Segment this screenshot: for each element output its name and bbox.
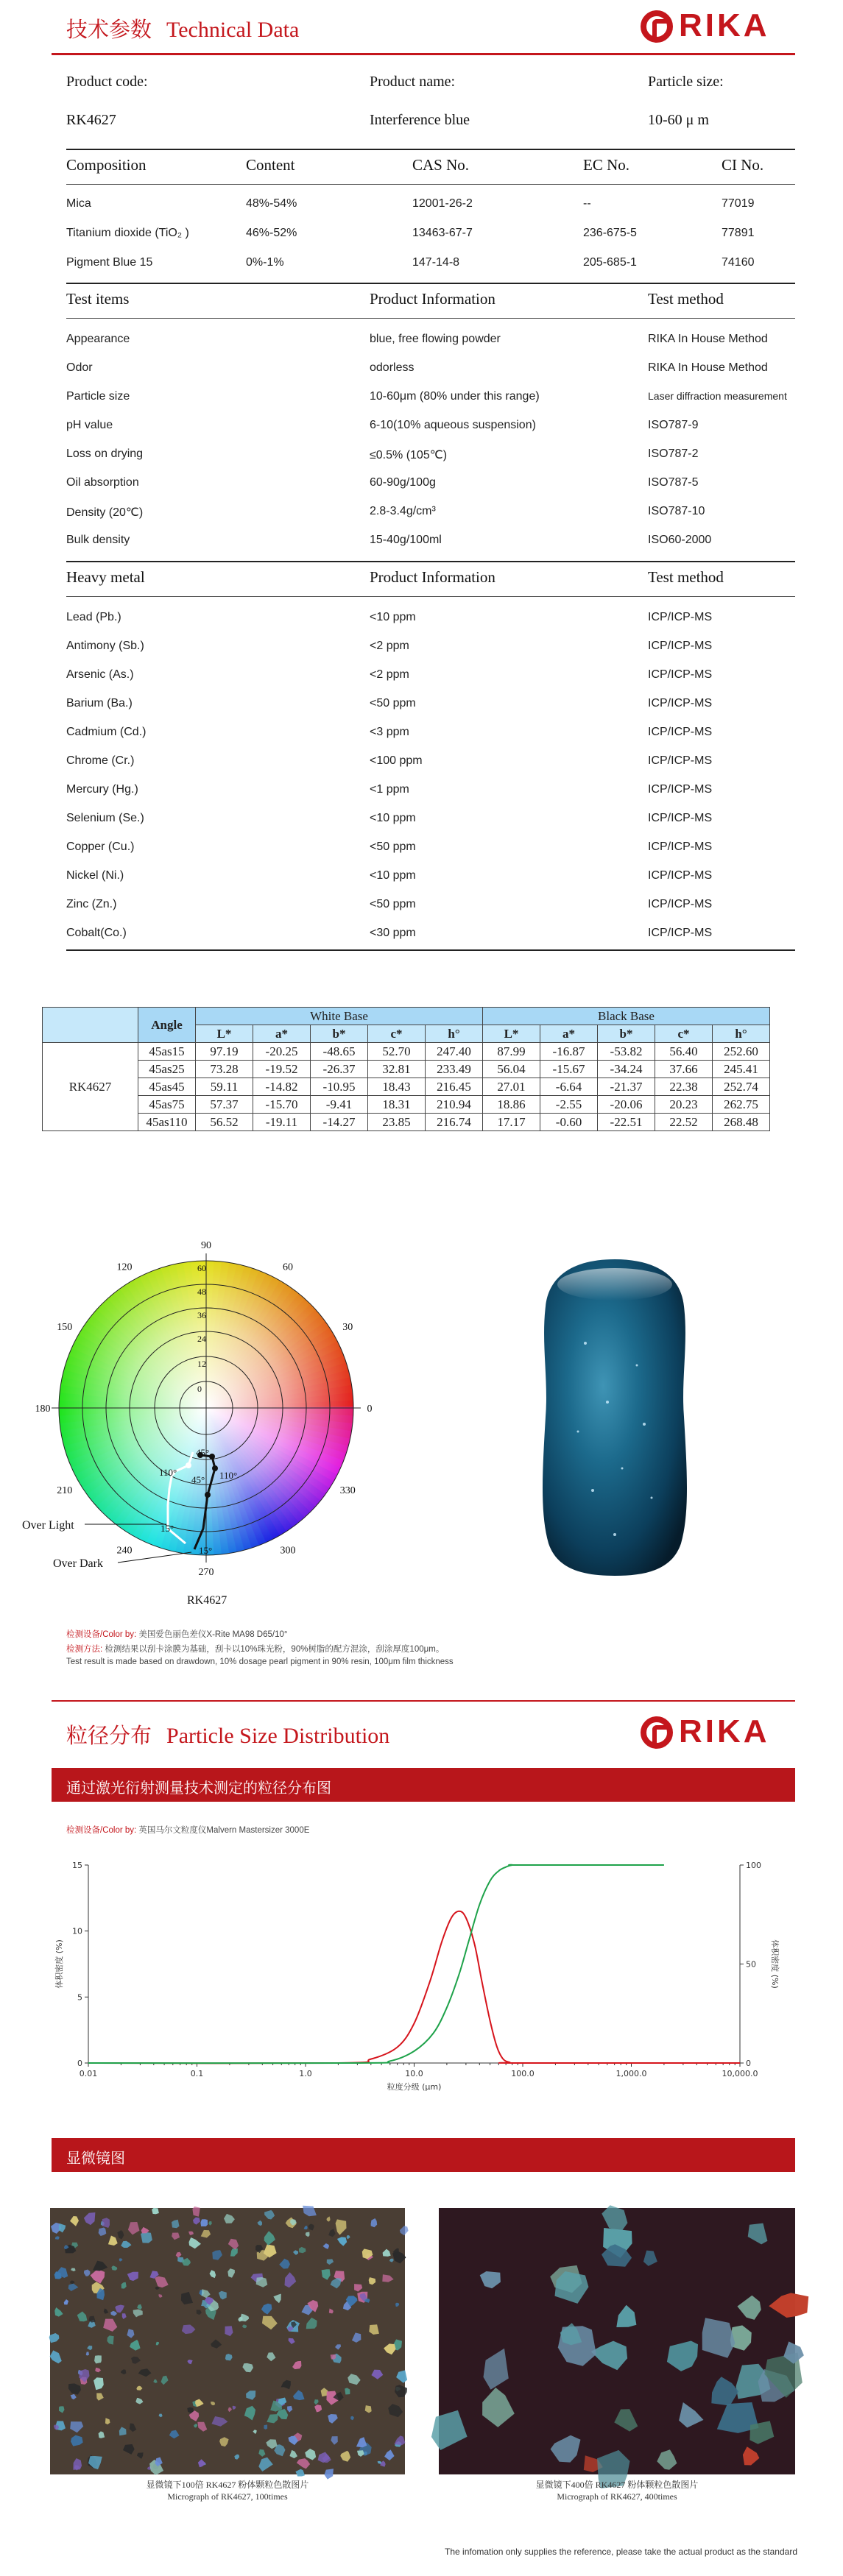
value-cell: 22.38	[655, 1078, 713, 1096]
mark-label: 45°	[191, 1474, 205, 1485]
product-cell: RK4627	[43, 1043, 138, 1131]
column-header: a*	[253, 1025, 311, 1043]
column-header: h°	[426, 1025, 483, 1043]
composition-cell: 12001-26-2	[412, 197, 473, 210]
mark-label: 15°	[199, 1545, 213, 1556]
value-cell: -53.82	[598, 1043, 655, 1061]
value-cell: -19.52	[253, 1061, 311, 1078]
header-divider	[52, 53, 795, 55]
rika-logo-word: RIKA	[679, 1713, 770, 1749]
metal-cell: <2 ppm	[370, 668, 409, 681]
composition-cell: 77019	[722, 197, 755, 210]
value-cell: 245.41	[713, 1061, 770, 1078]
value-cell: 27.01	[483, 1078, 540, 1096]
composition-cell: 77891	[722, 227, 755, 239]
psd-device-note: 检测设备/Color by: 英国马尔文粒度仪Malvern Mastersizer 3000E	[66, 1826, 310, 1835]
x-axis-label: 粒度分级 (μm)	[387, 2082, 442, 2092]
column-header: L*	[483, 1025, 540, 1043]
angle-label: 150	[57, 1322, 73, 1333]
divider	[66, 949, 795, 951]
psd-title	[66, 1719, 389, 1749]
metal-cell: <10 ppm	[370, 611, 416, 623]
rika-logo-mark	[641, 10, 673, 43]
particle-size-chart	[44, 1847, 788, 2112]
wheel-grid	[52, 1253, 361, 1563]
over-light-label: Over Light	[22, 1519, 74, 1532]
test-cell: RIKA In House Method	[648, 361, 768, 374]
ring-label: 48	[197, 1287, 206, 1297]
cumulative-series-line	[88, 1865, 664, 2063]
bottle-highlight	[557, 1268, 672, 1301]
test-cell: Bulk density	[66, 534, 130, 546]
ring-label: 12	[197, 1359, 206, 1369]
test-cell: 60-90g/100g	[370, 476, 436, 489]
composition-cell: Titanium dioxide (TiO₂ )	[66, 227, 189, 239]
divider	[66, 283, 795, 284]
product-name-value: Interference blue	[370, 112, 470, 128]
composition-cell: 74160	[722, 256, 755, 269]
value-cell: 233.49	[426, 1061, 483, 1078]
metal-cell: Copper (Cu.)	[66, 841, 135, 853]
metal-cell: <50 ppm	[370, 841, 416, 853]
table-row	[43, 1078, 770, 1096]
y-tick-label: 10	[72, 1926, 82, 1936]
point-marker	[186, 1462, 191, 1468]
test-cell: 15-40g/100ml	[370, 534, 442, 546]
test-cell: ISO787-2	[648, 447, 699, 460]
micrograph-100x	[50, 2208, 405, 2474]
value-cell: 262.75	[713, 1096, 770, 1114]
flake	[94, 2355, 102, 2363]
divider	[66, 318, 795, 319]
psd-title-en: Particle Size Distribution	[166, 1724, 390, 1748]
value-cell: 22.52	[655, 1114, 713, 1131]
flake	[152, 2208, 159, 2215]
test-cell: Appearance	[66, 333, 130, 345]
color-note-line1: 检测设备/Color by: 美国爱色丽色差仪X-Rite MA98 D65/10°	[66, 1630, 288, 1639]
test-cell: Odor	[66, 361, 93, 374]
composition-cell: --	[583, 197, 591, 210]
value-cell: -22.51	[598, 1114, 655, 1131]
column-header: L*	[196, 1025, 253, 1043]
metal-cell: Chrome (Cr.)	[66, 754, 135, 767]
value-cell: -14.27	[311, 1114, 368, 1131]
angle-cell: 45as15	[138, 1043, 196, 1061]
mark-label: 45°	[196, 1447, 210, 1458]
ring-label: 36	[197, 1310, 206, 1320]
metal-cell: ICP/ICP-MS	[648, 754, 713, 767]
table-row	[43, 1043, 770, 1061]
test-cell: RIKA In House Method	[648, 333, 768, 345]
metal-cell: <30 ppm	[370, 927, 416, 939]
value-cell: -19.11	[253, 1114, 311, 1131]
test-cell: odorless	[370, 361, 415, 374]
composition-cell: 13463-67-7	[412, 227, 473, 239]
value-cell: 73.28	[196, 1061, 253, 1078]
value-cell: 247.40	[426, 1043, 483, 1061]
test-cell: ≤0.5% (105℃)	[370, 449, 448, 461]
metal-cell: ICP/ICP-MS	[648, 668, 713, 681]
composition-cell: Pigment Blue 15	[66, 256, 153, 269]
metal-cell: Arsenic (As.)	[66, 668, 134, 681]
black-base-header: Black Base	[483, 1008, 770, 1025]
column-header: h°	[713, 1025, 770, 1043]
divider	[66, 149, 795, 150]
divider	[66, 561, 795, 562]
value-cell: -6.64	[540, 1078, 598, 1096]
angle-label: 330	[339, 1485, 356, 1496]
flake	[200, 2219, 208, 2226]
metal-cell: Zinc (Zn.)	[66, 898, 117, 910]
comp-header-composition: Composition	[66, 156, 147, 174]
x-tick-label: 0.01	[79, 2069, 98, 2078]
chart-axes	[54, 1861, 780, 2092]
angle-label: 120	[116, 1262, 133, 1273]
metal-cell: Barium (Ba.)	[66, 697, 133, 710]
color-note-line3: Test result is made based on drawdown, 10% dosage pearl pigment in 90% resin, 100μm film thickness	[66, 1657, 454, 1666]
ring-label: 0	[197, 1384, 202, 1394]
metal-cell: Nickel (Ni.)	[66, 869, 124, 882]
metal-cell: Selenium (Se.)	[66, 812, 144, 824]
value-cell: 59.11	[196, 1078, 253, 1096]
micrograph-400x-caption: 显微镜下400倍 RK4627 粉体颗粒色散图片 Micrograph of RK4627, 400times	[535, 2480, 699, 2502]
metal-cell: ICP/ICP-MS	[648, 927, 713, 939]
metal-cell: <50 ppm	[370, 697, 416, 710]
value-cell: 216.45	[426, 1078, 483, 1096]
tests-header-items: Test items	[66, 290, 130, 308]
test-cell: blue, free flowing powder	[370, 333, 501, 345]
metal-cell: <50 ppm	[370, 898, 416, 910]
product-code-value: RK4627	[66, 112, 116, 128]
footer-disclaimer: The infomation only supplies the reference, please take the actual product as the standard	[445, 2547, 797, 2557]
y-axis-label-left: 体积密度 (%)	[54, 1939, 64, 1989]
product-code-label: Product code:	[66, 74, 148, 90]
value-cell: 56.04	[483, 1061, 540, 1078]
divider	[66, 184, 795, 185]
value-cell: 52.70	[368, 1043, 426, 1061]
title-cn: 技术参数	[66, 17, 152, 42]
value-cell: -21.37	[598, 1078, 655, 1096]
metal-cell: Lead (Pb.)	[66, 611, 121, 623]
metal-cell: <100 ppm	[370, 754, 423, 767]
test-cell: ISO60-2000	[648, 534, 712, 546]
value-cell: 97.19	[196, 1043, 253, 1061]
value-cell: 268.48	[713, 1114, 770, 1131]
value-cell: 87.99	[483, 1043, 540, 1061]
value-cell: -26.37	[311, 1061, 368, 1078]
color-data-table	[42, 1007, 770, 1131]
chart-series	[88, 1865, 740, 2064]
value-cell: -9.41	[311, 1096, 368, 1114]
x-tick-label: 10,000.0	[722, 2069, 758, 2078]
y-tick-label-right: 0	[746, 2059, 751, 2068]
comp-header-cas: CAS No.	[412, 156, 470, 174]
metal-cell: <3 ppm	[370, 726, 409, 738]
test-cell: ISO787-5	[648, 476, 699, 489]
psd-banner: 通过激光衍射测量技术测定的粒径分布图	[52, 1768, 795, 1802]
density-series-line	[88, 1911, 740, 2064]
metal-cell: ICP/ICP-MS	[648, 726, 713, 738]
value-cell: -15.67	[540, 1061, 598, 1078]
corner-cell	[43, 1008, 138, 1043]
sample-bottle	[543, 1259, 687, 1576]
y-tick-label: 0	[77, 2059, 82, 2068]
metal-cell: Antimony (Sb.)	[66, 640, 144, 652]
microscope-banner: 显微镜图	[52, 2138, 795, 2172]
angle-label: 60	[283, 1262, 293, 1273]
over-dark-label: Over Dark	[53, 1557, 103, 1570]
column-header: b*	[598, 1025, 655, 1043]
metal-cell: ICP/ICP-MS	[648, 898, 713, 910]
value-cell: -20.25	[253, 1043, 311, 1061]
table-row	[43, 1061, 770, 1078]
metal-cell: ICP/ICP-MS	[648, 869, 713, 882]
value-cell: 252.60	[713, 1043, 770, 1061]
value-cell: -16.87	[540, 1043, 598, 1061]
value-cell: 252.74	[713, 1078, 770, 1096]
angle-label: 270	[198, 1567, 214, 1578]
test-cell: 2.8-3.4g/cm³	[370, 505, 436, 517]
column-header: c*	[655, 1025, 713, 1043]
value-cell: -10.95	[311, 1078, 368, 1096]
composition-cell: 236-675-5	[583, 227, 637, 239]
y-axis-label-right: 体积密度 (%)	[770, 1939, 780, 1989]
rika-logo	[641, 1715, 795, 1752]
metal-cell: <2 ppm	[370, 640, 409, 652]
angle-label: 210	[57, 1485, 73, 1496]
angle-label: 30	[342, 1322, 353, 1333]
tests-header-info: Product Information	[370, 290, 495, 308]
column-header: b*	[311, 1025, 368, 1043]
angle-cell: 45as25	[138, 1061, 196, 1078]
title-en: Technical Data	[166, 18, 300, 42]
section-divider	[52, 1700, 795, 1702]
value-cell: 32.81	[368, 1061, 426, 1078]
value-cell: 18.86	[483, 1096, 540, 1114]
angle-cell: 45as75	[138, 1096, 196, 1114]
metal-cell: Cobalt(Co.)	[66, 927, 127, 939]
value-cell: 56.52	[196, 1114, 253, 1131]
metal-cell: Mercury (Hg.)	[66, 783, 138, 796]
flake	[141, 2232, 152, 2243]
table-row	[43, 1096, 770, 1114]
x-tick-label: 10.0	[405, 2069, 423, 2078]
metal-cell: ICP/ICP-MS	[648, 783, 713, 796]
particle-size-label: Particle size:	[648, 74, 724, 90]
composition-cell: 205-685-1	[583, 256, 637, 269]
sample-swatch-image	[534, 1255, 696, 1579]
composition-cell: Mica	[66, 197, 91, 210]
value-cell: -14.82	[253, 1078, 311, 1096]
composition-cell: 48%-54%	[246, 197, 297, 210]
test-cell: 6-10(10% aqueous suspension)	[370, 419, 536, 431]
ring-label: 24	[197, 1334, 206, 1344]
comp-header-ec: EC No.	[583, 156, 629, 174]
composition-cell: 147-14-8	[412, 256, 460, 269]
color-wheel-chart	[15, 1240, 398, 1616]
angle-header: Angle	[138, 1008, 196, 1043]
metal-cell: Cadmium (Cd.)	[66, 726, 147, 738]
test-cell: Oil absorption	[66, 476, 139, 489]
value-cell: 37.66	[655, 1061, 713, 1078]
test-cell: Laser diffraction measurement	[648, 390, 787, 402]
rika-logo	[641, 9, 795, 46]
value-cell: 23.85	[368, 1114, 426, 1131]
mark-label: 110°	[159, 1467, 177, 1478]
table-row	[43, 1114, 770, 1131]
metal-cell: <10 ppm	[370, 812, 416, 824]
metal-cell: <10 ppm	[370, 869, 416, 882]
x-tick-label: 1,000.0	[616, 2069, 647, 2078]
point-marker	[209, 1454, 215, 1459]
particle-size-value: 10-60 μ m	[648, 112, 709, 128]
column-header: a*	[540, 1025, 598, 1043]
value-cell: -2.55	[540, 1096, 598, 1114]
comp-header-ci: CI No.	[722, 156, 764, 174]
metals-header-metal: Heavy metal	[66, 568, 145, 586]
value-cell: -20.06	[598, 1096, 655, 1114]
test-cell: Loss on drying	[66, 447, 144, 460]
micrograph-100x-caption: 显微镜下100倍 RK4627 粉体颗粒色散图片 Micrograph of RK4627, 100times	[146, 2480, 309, 2502]
metal-cell: <1 ppm	[370, 783, 409, 796]
mark-label: 110°	[219, 1470, 238, 1481]
composition-cell: 0%-1%	[246, 256, 284, 269]
x-tick-label: 100.0	[511, 2069, 535, 2078]
color-note-line2: 检测方法: 检测结果以刮卡涂膜为基础，刮卡以10%珠光粉，90%树脂的配方混涂，刮涂厚度100μm。	[66, 1645, 445, 1654]
psd-title-cn: 粒径分布	[66, 1723, 152, 1748]
angle-label: 180	[35, 1404, 51, 1415]
test-cell: pH value	[66, 419, 113, 431]
comp-header-content: Content	[246, 156, 295, 174]
test-cell: 10-60μm (80% under this range)	[370, 390, 540, 403]
x-tick-label: 1.0	[299, 2069, 312, 2078]
value-cell: 210.94	[426, 1096, 483, 1114]
column-header: c*	[368, 1025, 426, 1043]
metal-cell: ICP/ICP-MS	[648, 611, 713, 623]
metal-cell: ICP/ICP-MS	[648, 841, 713, 853]
composition-cell: 46%-52%	[246, 227, 297, 239]
product-name-label: Product name:	[370, 74, 456, 90]
point-marker	[212, 1465, 218, 1471]
value-cell: -15.70	[253, 1096, 311, 1114]
value-cell: 18.31	[368, 1096, 426, 1114]
angle-cell: 45as110	[138, 1114, 196, 1131]
y-tick-label-right: 50	[746, 1959, 756, 1970]
angle-label: 300	[280, 1545, 296, 1557]
mark-label: 15°	[161, 1523, 174, 1534]
page-title	[66, 13, 299, 43]
angle-label: 240	[116, 1545, 133, 1557]
value-cell: 18.43	[368, 1078, 426, 1096]
y-tick-label: 5	[77, 1992, 82, 2003]
ring-label: 60	[197, 1263, 206, 1273]
y-tick-label-right: 100	[746, 1861, 761, 1870]
metals-header-method: Test method	[648, 568, 724, 586]
rika-logo-mark	[641, 1716, 673, 1749]
test-cell: ISO787-9	[648, 419, 699, 431]
value-cell: -0.60	[540, 1114, 598, 1131]
angle-label: 90	[201, 1240, 211, 1251]
x-tick-label: 0.1	[190, 2069, 204, 2078]
tests-header-method: Test method	[648, 290, 724, 308]
value-cell: 56.40	[655, 1043, 713, 1061]
y-tick-label: 15	[72, 1861, 82, 1870]
value-cell: -34.24	[598, 1061, 655, 1078]
value-cell: -48.65	[311, 1043, 368, 1061]
value-cell: 20.23	[655, 1096, 713, 1114]
metal-cell: ICP/ICP-MS	[648, 640, 713, 652]
test-cell: ISO787-10	[648, 505, 705, 517]
metal-cell: ICP/ICP-MS	[648, 697, 713, 710]
metal-cell: ICP/ICP-MS	[648, 812, 713, 824]
divider	[66, 596, 795, 597]
test-cell: Density (20℃)	[66, 506, 144, 519]
metals-header-info: Product Information	[370, 568, 495, 586]
value-cell: 17.17	[483, 1114, 540, 1131]
angle-cell: 45as45	[138, 1078, 196, 1096]
rika-logo-word: RIKA	[679, 7, 770, 43]
value-cell: 216.74	[426, 1114, 483, 1131]
value-cell: 57.37	[196, 1096, 253, 1114]
angle-label: 0	[367, 1404, 373, 1415]
test-cell: Particle size	[66, 390, 130, 403]
white-base-header: White Base	[196, 1008, 483, 1025]
micrograph-400x	[439, 2208, 795, 2474]
wheel-product-label: RK4627	[187, 1594, 227, 1607]
point-marker	[205, 1492, 211, 1498]
